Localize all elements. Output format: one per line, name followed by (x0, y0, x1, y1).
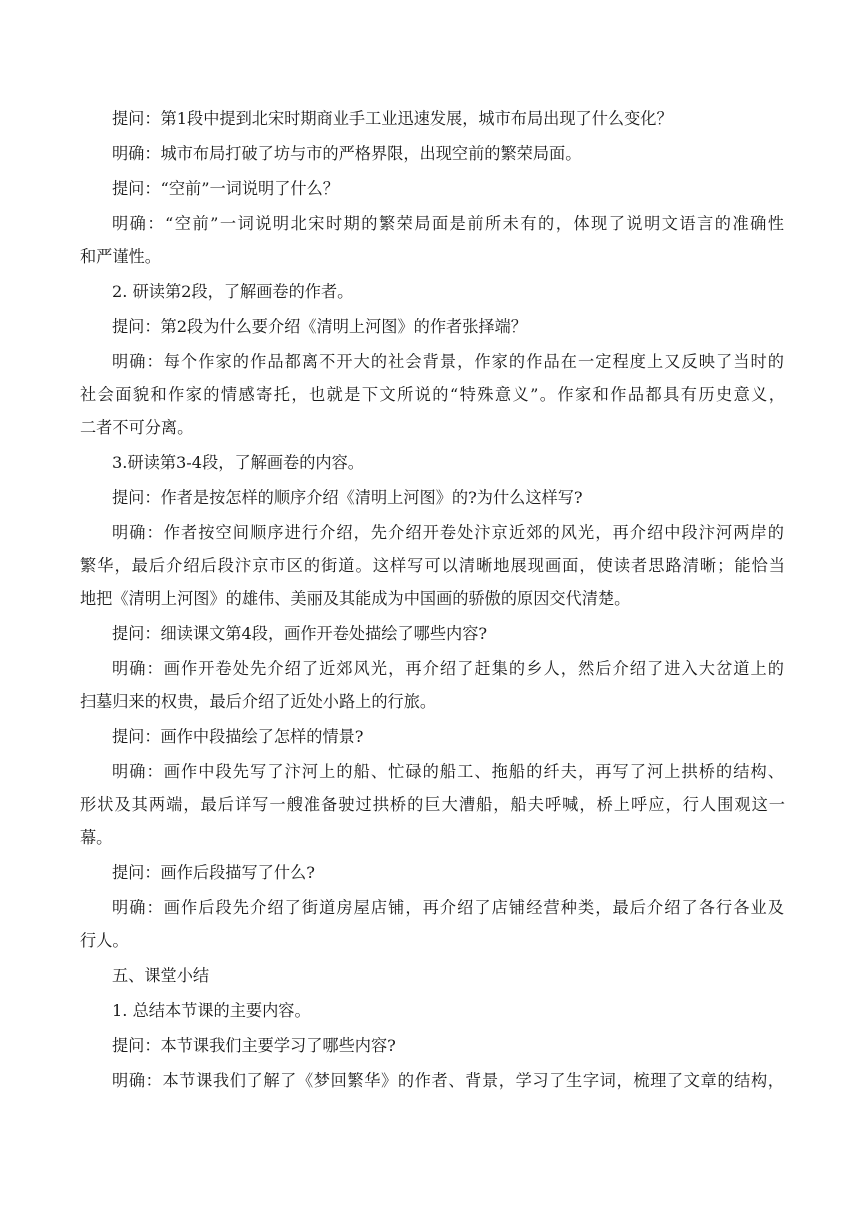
subsection-heading: 1. 总结本节课的主要内容。 (112, 1001, 311, 1020)
answer-line-continued: 幕。 (80, 828, 113, 847)
answer-line: 明确：画作中段先写了汴河上的船、忙碌的船工、拖船的纤夫，再写了河上拱桥的结构、 (112, 762, 784, 781)
answer-line-continued: 扫墓归来的权贵，最后介绍了近处小路上的行旅。 (80, 692, 437, 711)
answer-line-continued: 形状及其两端，最后详写一艘准备驶过拱桥的巨大漕船，船夫呼喊，桥上呼应，行人围观这一 (80, 795, 785, 814)
question-line: 提问：第2段为什么要介绍《清明上河图》的作者张择端？ (112, 317, 527, 336)
section-heading: 2. 研读第2段，了解画卷的作者。 (112, 282, 354, 301)
question-line: 提问：作者是按怎样的顺序介绍《清明上河图》的?为什么这样写? (112, 488, 583, 507)
question-line: 提问：细读课文第4段，画作开卷处描绘了哪些内容? (112, 624, 488, 643)
section-heading: 3.研读第3-4段，了解画卷的内容。 (112, 453, 364, 472)
section-heading: 五、课堂小结 (112, 966, 210, 985)
question-line: 提问：“空前”一词说明了什么？ (112, 179, 339, 198)
question-line: 提问：画作中段描绘了怎样的情景? (112, 727, 364, 746)
answer-line-continued: 地把《清明上河图》的雄伟、美丽及其能成为中国画的骄傲的原因交代清楚。 (80, 589, 631, 608)
answer-line: 明确：画作后段先介绍了街道房屋店铺，再介绍了店铺经营种类，最后介绍了各行各业及 (112, 898, 784, 917)
answer-line-continued: 繁华，最后介绍后段汴京市区的街道。这样写可以清晰地展现画面，使读者思路清晰；能恰当 (80, 556, 785, 575)
answer-line: 明确：城市布局打破了坊与市的严格界限，出现空前的繁荣局面。 (112, 144, 582, 163)
answer-line: 明确：“空前”一词说明北宋时期的繁荣局面是前所未有的，体现了说明文语言的准确性 (112, 214, 784, 233)
answer-line-continued: 行人。 (80, 931, 129, 950)
answer-line-continued: 社会面貌和作家的情感寄托，也就是下文所说的“特殊意义”。作家和作品都具有历史意义， (80, 385, 785, 404)
answer-line: 明确：本节课我们了解了《梦回繁华》的作者、背景，学习了生字词，梳理了文章的结构， (112, 1071, 784, 1090)
question-line: 提问：第1段中提到北宋时期商业手工业迅速发展，城市布局出现了什么变化？ (112, 109, 673, 128)
answer-line: 明确：作者按空间顺序进行介绍，先介绍开卷处汴京近郊的风光，再介绍中段汴河两岸的 (112, 523, 784, 542)
question-line: 提问：画作后段描写了什么? (112, 863, 315, 882)
answer-line-continued: 和严谨性。 (80, 247, 161, 266)
answer-line: 明确：每个作家的作品都离不开大的社会背景，作家的作品在一定程度上又反映了当时的 (112, 352, 784, 371)
question-line: 提问：本节课我们主要学习了哪些内容? (112, 1036, 396, 1055)
answer-line-continued: 二者不可分离。 (80, 418, 194, 437)
answer-line: 明确：画作开卷处先介绍了近郊风光，再介绍了赶集的乡人，然后介绍了进入大岔道上的 (112, 659, 784, 678)
